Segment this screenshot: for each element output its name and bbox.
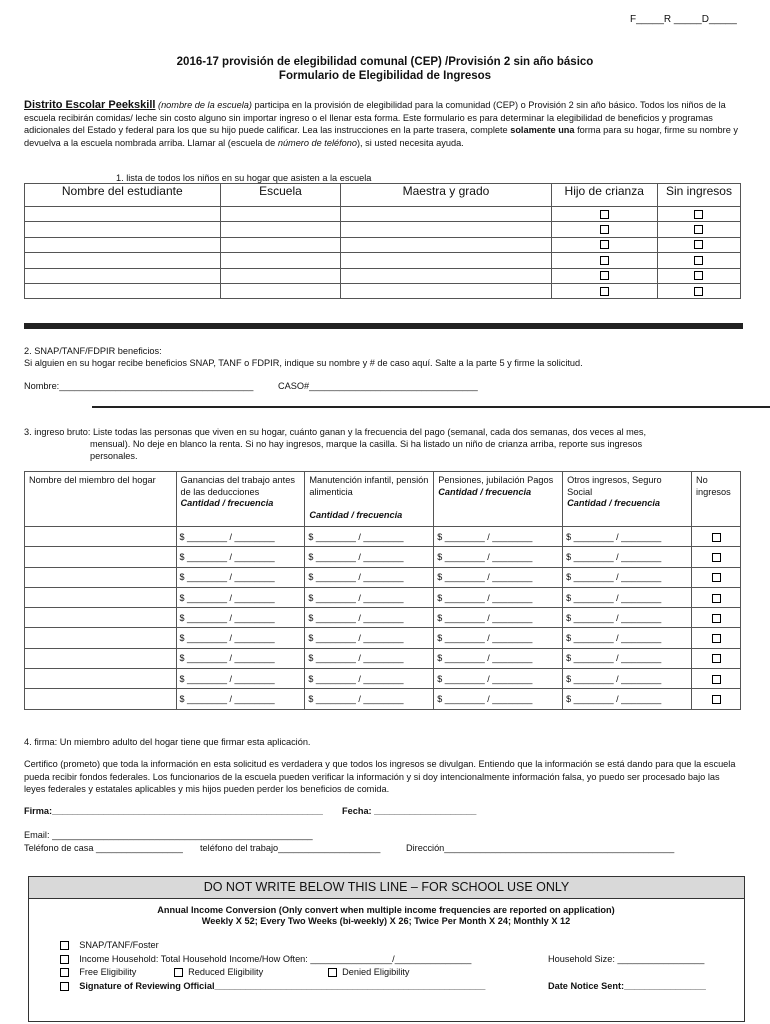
table-row bbox=[25, 547, 741, 567]
section3-text-3: personales. bbox=[90, 451, 138, 461]
foster-checkbox[interactable] bbox=[600, 287, 609, 296]
snap-case-field[interactable]: CASO#_________________________________ bbox=[278, 381, 478, 391]
other-amount-cell[interactable]: $ ________ / ________ bbox=[563, 648, 692, 668]
support-amount-cell[interactable]: $ ________ / ________ bbox=[305, 547, 434, 567]
school-hint: (nombre de la escuela) bbox=[158, 100, 252, 110]
col-student-name: Nombre del estudiante bbox=[25, 184, 221, 207]
student-name-cell[interactable] bbox=[25, 222, 221, 237]
snap-name-field[interactable]: Nombre:______________________________________ bbox=[24, 381, 254, 391]
table-row bbox=[25, 207, 741, 222]
other-amount-cell[interactable]: $ ________ / ________ bbox=[563, 587, 692, 607]
work-amount-cell[interactable]: $ ________ / ________ bbox=[176, 669, 305, 689]
member-name-cell[interactable] bbox=[25, 669, 177, 689]
work-amount-cell[interactable]: $ ________ / ________ bbox=[176, 527, 305, 547]
table-row bbox=[25, 608, 741, 628]
work-amount-cell[interactable]: $ ________ / ________ bbox=[176, 608, 305, 628]
foster-checkbox[interactable] bbox=[600, 240, 609, 249]
col-pension: Pensiones, jubilación Pagos Cantidad / frecuencia bbox=[434, 472, 563, 527]
pension-amount-cell[interactable]: $ ________ / ________ bbox=[434, 587, 563, 607]
work-amount-cell[interactable]: $ ________ / ________ bbox=[176, 567, 305, 587]
signature-checkbox[interactable] bbox=[60, 982, 69, 991]
home-phone-field[interactable]: Teléfono de casa _________________ bbox=[24, 843, 183, 853]
school-cell[interactable] bbox=[220, 237, 341, 252]
no-income-checkbox[interactable] bbox=[712, 614, 721, 623]
official-signature-row: Signature of Reviewing Official_____________________________________________________ bbox=[60, 980, 485, 993]
foster-checkbox[interactable] bbox=[600, 256, 609, 265]
col-no-income: No ingresos bbox=[692, 472, 741, 527]
other-amount-cell[interactable]: $ ________ / ________ bbox=[563, 547, 692, 567]
intro-bold: solamente una bbox=[510, 125, 575, 135]
intro-text-3: ), si usted necesita ayuda. bbox=[357, 137, 464, 148]
office-banner: DO NOT WRITE BELOW THIS LINE – FOR SCHOOL USE ONLY bbox=[29, 877, 744, 899]
student-name-cell[interactable] bbox=[25, 253, 221, 268]
no-income-checkbox[interactable] bbox=[712, 634, 721, 643]
teacher-cell[interactable] bbox=[341, 253, 551, 268]
no-income-checkbox[interactable] bbox=[712, 553, 721, 562]
intro-paragraph bbox=[24, 99, 740, 149]
section-divider bbox=[24, 323, 743, 329]
table-row bbox=[25, 527, 741, 547]
other-amount-cell[interactable]: $ ________ / ________ bbox=[563, 608, 692, 628]
address-field[interactable]: Dirección_____________________________________________ bbox=[406, 843, 675, 853]
no-income-checkbox[interactable] bbox=[694, 210, 703, 219]
table-row bbox=[25, 669, 741, 689]
other-amount-cell[interactable]: $ ________ / ________ bbox=[563, 567, 692, 587]
support-amount-cell[interactable]: $ ________ / ________ bbox=[305, 648, 434, 668]
support-amount-cell[interactable]: $ ________ / ________ bbox=[305, 527, 434, 547]
member-name-cell[interactable] bbox=[25, 587, 177, 607]
official-signature-field[interactable]: _____________________________________________________ bbox=[214, 981, 486, 991]
school-cell[interactable] bbox=[220, 283, 341, 298]
free-row: Free Eligibility bbox=[60, 966, 136, 979]
snap-checkbox[interactable] bbox=[60, 941, 69, 950]
pension-amount-cell[interactable]: $ ________ / ________ bbox=[434, 547, 563, 567]
district-name: Distrito Escolar Peekskill bbox=[24, 99, 156, 111]
date-field[interactable]: Fecha: ____________________ bbox=[342, 806, 477, 816]
pension-amount-cell[interactable]: $ ________ / ________ bbox=[434, 669, 563, 689]
work-amount-cell[interactable]: $ ________ / ________ bbox=[176, 547, 305, 567]
col-member: Nombre del miembro del hogar bbox=[25, 472, 177, 527]
other-amount-cell[interactable]: $ ________ / ________ bbox=[563, 527, 692, 547]
date-notice-field[interactable]: ________________ bbox=[624, 981, 706, 991]
member-name-cell[interactable] bbox=[25, 567, 177, 587]
student-name-cell[interactable] bbox=[25, 237, 221, 252]
household-size-field[interactable]: Household Size: _________________ bbox=[548, 954, 705, 964]
email-field[interactable]: Email: ___________________________________________________ bbox=[24, 830, 313, 840]
table-row bbox=[25, 268, 741, 283]
section2-text: Si alguien en su hogar recibe beneficios SNAP, TANF o FDPIR, indique su nombre y # de caso aquí. Salte a la parte 5 y firme la solicitud. bbox=[24, 358, 583, 368]
work-amount-cell[interactable]: $ ________ / ________ bbox=[176, 648, 305, 668]
pension-amount-cell[interactable]: $ ________ / ________ bbox=[434, 527, 563, 547]
support-amount-cell[interactable]: $ ________ / ________ bbox=[305, 567, 434, 587]
intro-text-2: forma para su hogar, firme su nombre y devuelva a la escuela nombrada arriba. Llamar al (escuela de bbox=[24, 125, 738, 148]
foster-checkbox[interactable] bbox=[600, 271, 609, 280]
no-income-checkbox[interactable] bbox=[694, 225, 703, 234]
snap-row: SNAP/TANF/Foster bbox=[60, 939, 159, 952]
school-cell[interactable] bbox=[220, 207, 341, 222]
table-row bbox=[25, 648, 741, 668]
pension-amount-cell[interactable]: $ ________ / ________ bbox=[434, 648, 563, 668]
col-no-income: Sin ingresos bbox=[657, 184, 740, 207]
work-amount-cell[interactable]: $ ________ / ________ bbox=[176, 689, 305, 709]
member-name-cell[interactable] bbox=[25, 648, 177, 668]
table-row bbox=[25, 587, 741, 607]
no-income-checkbox[interactable] bbox=[712, 675, 721, 684]
table-row bbox=[25, 689, 741, 709]
reduced-checkbox[interactable] bbox=[174, 968, 183, 977]
section3-text-1: 3. ingreso bruto: Liste todas las personas que viven en su hogar, cuánto ganan y la frecuencia del pago (semanal, cada dos semanas, dos veces al mes, bbox=[24, 427, 647, 437]
no-income-checkbox[interactable] bbox=[694, 287, 703, 296]
phone-hint: número de teléfono bbox=[277, 137, 357, 148]
no-income-checkbox[interactable] bbox=[712, 533, 721, 542]
section4-heading: 4. firma: Un miembro adulto del hogar tiene que firmar esta aplicación. bbox=[24, 737, 311, 747]
student-name-cell[interactable] bbox=[25, 283, 221, 298]
denied-row: Denied Eligibility bbox=[328, 966, 410, 979]
date-notice-row: Date Notice Sent:________________ bbox=[548, 981, 706, 991]
form-title: 2016-17 provisión de elegibilidad comunal (CEP) /Provisión 2 sin año básico bbox=[176, 56, 594, 68]
col-school: Escuela bbox=[220, 184, 341, 207]
section2-heading: 2. SNAP/TANF/FDPIR beneficios: bbox=[24, 346, 162, 356]
denied-checkbox[interactable] bbox=[328, 968, 337, 977]
section-divider bbox=[92, 406, 770, 408]
support-amount-cell[interactable]: $ ________ / ________ bbox=[305, 628, 434, 648]
support-amount-cell[interactable]: $ ________ / ________ bbox=[305, 587, 434, 607]
support-amount-cell[interactable]: $ ________ / ________ bbox=[305, 689, 434, 709]
school-cell[interactable] bbox=[220, 268, 341, 283]
table-row bbox=[25, 283, 741, 298]
signature-field[interactable]: Firma:_____________________________________________________ bbox=[24, 806, 323, 816]
work-phone-field[interactable]: teléfono del trabajo____________________ bbox=[200, 843, 381, 853]
conversion-rates: Weekly X 52; Every Two Weeks (bi-weekly) X 26; Twice Per Month X 24; Monthly X 12 bbox=[201, 916, 571, 926]
other-amount-cell[interactable]: $ ________ / ________ bbox=[563, 669, 692, 689]
school-cell[interactable] bbox=[220, 253, 341, 268]
col-child-support: Manutención infantil, pensión alimenticia Cantidad / frecuencia bbox=[305, 472, 434, 527]
support-amount-cell[interactable]: $ ________ / ________ bbox=[305, 669, 434, 689]
other-amount-cell[interactable]: $ ________ / ________ bbox=[563, 689, 692, 709]
teacher-cell[interactable] bbox=[341, 222, 551, 237]
students-table bbox=[24, 183, 741, 299]
no-income-checkbox[interactable] bbox=[694, 240, 703, 249]
member-name-cell[interactable] bbox=[25, 628, 177, 648]
col-teacher-grade: Maestra y grado bbox=[341, 184, 551, 207]
member-name-cell[interactable] bbox=[25, 527, 177, 547]
support-amount-cell[interactable]: $ ________ / ________ bbox=[305, 608, 434, 628]
no-income-checkbox[interactable] bbox=[694, 256, 703, 265]
other-amount-cell[interactable]: $ ________ / ________ bbox=[563, 628, 692, 648]
pension-amount-cell[interactable]: $ ________ / ________ bbox=[434, 567, 563, 587]
pension-amount-cell[interactable]: $ ________ / ________ bbox=[434, 628, 563, 648]
table-row bbox=[25, 222, 741, 237]
student-name-cell[interactable] bbox=[25, 268, 221, 283]
form-subtitle: Formulario de Elegibilidad de Ingresos bbox=[278, 70, 492, 82]
income-row: Income Household: Total Household Income/How Often: ________________/_______________ bbox=[60, 953, 471, 966]
teacher-cell[interactable] bbox=[341, 237, 551, 252]
work-amount-cell[interactable]: $ ________ / ________ bbox=[176, 587, 305, 607]
no-income-checkbox[interactable] bbox=[712, 654, 721, 663]
teacher-cell[interactable] bbox=[341, 268, 551, 283]
income-checkbox[interactable] bbox=[60, 955, 69, 964]
work-amount-cell[interactable]: $ ________ / ________ bbox=[176, 628, 305, 648]
col-work-income: Ganancias del trabajo antes de las deducciones Cantidad / frecuencia bbox=[176, 472, 305, 527]
member-name-cell[interactable] bbox=[25, 547, 177, 567]
col-other-income: Otros ingresos, Seguro Social Cantidad / frecuencia bbox=[563, 472, 692, 527]
foster-checkbox[interactable] bbox=[600, 210, 609, 219]
certify-text: Certifico (prometo) que toda la información en esta solicitud es verdadera y que todos los ingresos se divulgan. Entiendo que la información se está dando para que la escuela pueda recibir fondos federales. Los funcionarios de la escuela pueden verificar la información y si doy intencionalmente información falsa, yo puedo ser procesado bajo las leyes federales y estatales aplicables y mis hijos pueden perder los beneficios de comida. bbox=[24, 759, 736, 794]
teacher-cell[interactable] bbox=[341, 283, 551, 298]
pension-amount-cell[interactable]: $ ________ / ________ bbox=[434, 608, 563, 628]
reduced-row: Reduced Eligibility bbox=[174, 966, 263, 979]
no-income-checkbox[interactable] bbox=[712, 594, 721, 603]
member-name-cell[interactable] bbox=[25, 608, 177, 628]
table-row bbox=[25, 628, 741, 648]
intro-text: participa en la provisión de elegibilidad para la comunidad (CEP) o Provisión 2 sin año básico. Todos los niños de la escuela recibirán comidas/ leche sin costo alguno sin importar ingreso o el llenar esta forma. Este formulario es para determinar la elegibilidad de beneficios y programas adicionales del Estado y federal para los que su hijo puede calificar. Lea las instrucciones en la parte trasera, complete bbox=[24, 100, 726, 135]
foster-checkbox[interactable] bbox=[600, 225, 609, 234]
col-foster: Hijo de crianza bbox=[551, 184, 657, 207]
section3-text-2: mensual). No deje en blanco la renta. Si no hay ingresos, marque la casilla. Si ha listado un niño de crianza arriba, reporte sus ingresos bbox=[90, 439, 643, 449]
income-table bbox=[24, 471, 741, 710]
pension-amount-cell[interactable]: $ ________ / ________ bbox=[434, 689, 563, 709]
no-income-checkbox[interactable] bbox=[712, 573, 721, 582]
section1-label: 1. lista de todos los niños en su hogar que asisten a la escuela bbox=[116, 173, 372, 183]
teacher-cell[interactable] bbox=[341, 207, 551, 222]
table-row bbox=[25, 253, 741, 268]
no-income-checkbox[interactable] bbox=[712, 695, 721, 704]
office-codes: F_____R _____D_____ bbox=[630, 14, 737, 25]
school-cell[interactable] bbox=[220, 222, 341, 237]
student-name-cell[interactable] bbox=[25, 207, 221, 222]
table-row bbox=[25, 237, 741, 252]
no-income-checkbox[interactable] bbox=[694, 271, 703, 280]
table-row bbox=[25, 567, 741, 587]
conversion-title: Annual Income Conversion (Only convert when multiple income frequencies are reported on application) bbox=[157, 905, 615, 915]
free-checkbox[interactable] bbox=[60, 968, 69, 977]
member-name-cell[interactable] bbox=[25, 689, 177, 709]
